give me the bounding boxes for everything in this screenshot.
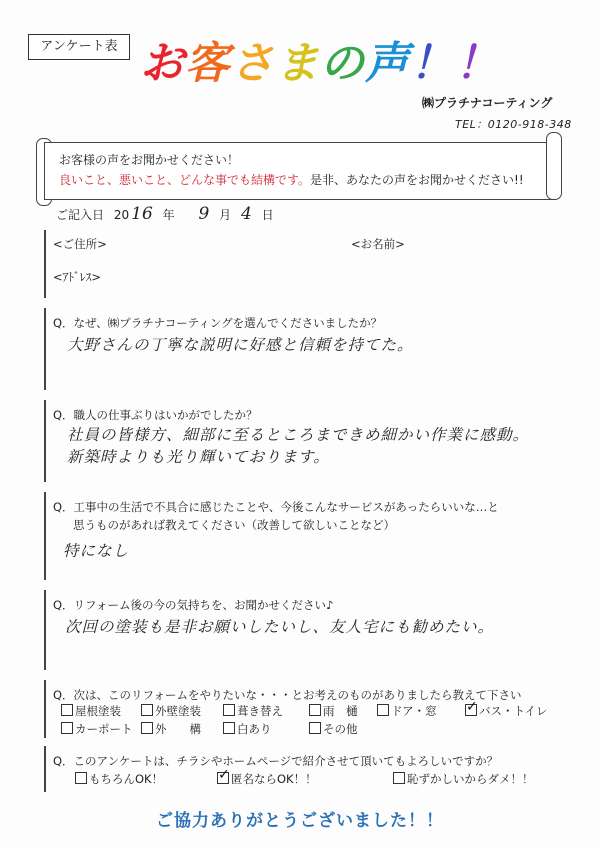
checkbox[interactable] — [75, 772, 87, 784]
question-2-answer-line2: 新築時よりも光り輝いております。 — [67, 448, 330, 466]
title-char: 声 — [365, 38, 410, 89]
q5-option[interactable] — [465, 699, 548, 719]
entry-date — [56, 204, 274, 224]
checkbox[interactable] — [61, 722, 73, 734]
question-6-box — [44, 746, 534, 792]
question-1-box — [44, 308, 414, 390]
q5-option-label: カーポート — [75, 722, 133, 736]
checkbox[interactable] — [223, 704, 235, 716]
checkmark-icon: ✓ — [218, 767, 230, 783]
q6-option-label: 匿名ならOK！！ — [231, 772, 317, 786]
contact-box — [44, 230, 405, 298]
q5-option[interactable] — [223, 703, 283, 719]
q5-option[interactable] — [223, 721, 272, 737]
q6-option[interactable] — [75, 771, 163, 787]
title-char: さ — [230, 38, 275, 89]
intro-black-text: 是非、あなたの声をお聞かせください!! — [310, 173, 524, 187]
date-month-label: 月 — [219, 208, 232, 222]
title-char: ！ — [410, 38, 455, 89]
page-title — [140, 36, 500, 92]
q6-option[interactable] — [217, 767, 317, 787]
checkbox[interactable] — [223, 722, 235, 734]
q5-option[interactable] — [61, 721, 133, 737]
q5-option[interactable] — [309, 721, 358, 737]
title-char: ま — [275, 38, 320, 89]
checkmark-icon: ✓ — [466, 699, 478, 715]
title-char: 客 — [185, 38, 230, 89]
question-2-answer-line1: 社員の皆様方、細部に至るところまできめ細かい作業に感動。 — [67, 426, 530, 444]
question-4-answer: 次回の塗装も是非お願いしたいし、友人宅にも勧めたい。 — [65, 618, 495, 636]
name-label: <お名前> — [351, 237, 405, 251]
q5-option-label: 雨 樋 — [323, 704, 358, 718]
checkbox[interactable] — [465, 699, 478, 716]
checkbox[interactable] — [141, 704, 153, 716]
q6-option-label: もちろんOK！ — [89, 772, 164, 786]
checkbox[interactable] — [61, 704, 73, 716]
q6-option[interactable] — [393, 771, 534, 787]
date-year-label: 年 — [162, 208, 175, 222]
q5-option[interactable] — [309, 703, 358, 719]
checkbox[interactable] — [393, 772, 405, 784]
footer-thanks: ご協力ありがとうございました！！ — [156, 811, 444, 831]
title-char: ！ — [455, 38, 500, 89]
q5-option-label: 白あり — [237, 722, 272, 736]
q5-option-label: 外壁塗装 — [155, 704, 201, 718]
address-label: <ご住所> — [53, 237, 107, 251]
question-1-answer: 大野さんの丁寧な説明に好感と信頼を持てた。 — [67, 336, 414, 354]
survey-tag: アンケート表 — [28, 34, 130, 60]
q5-option[interactable] — [377, 703, 437, 719]
q5-option-label: 外 構 — [155, 722, 201, 736]
q5-option-label: 屋根塗装 — [75, 704, 121, 718]
checkbox[interactable] — [377, 704, 389, 716]
question-4-text: Q．リフォーム後の今の気持ちを、お聞かせください♪ — [53, 598, 334, 612]
q5-option-label: 葺き替え — [237, 704, 283, 718]
date-day: 4 — [240, 204, 252, 224]
title-char: お — [140, 38, 185, 89]
question-2-text: Q．職人の仕事ぶりはいかがでしたか？ — [53, 408, 258, 422]
question-3-text-line1: Q．工事中の生活で不具合に感じたことや、今後こんなサービスがあったらいいな…と — [53, 500, 499, 514]
question-3-text-line2: 思うものがあれば教えてください（改善して欲しいことなど） — [73, 518, 395, 532]
question-6-text: Q．このアンケートは、チラシやホームページで紹介させて頂いてもよろしいですか？ — [53, 754, 499, 768]
date-month: 9 — [198, 204, 210, 224]
q5-option-label: その他 — [323, 722, 358, 736]
q5-option[interactable] — [61, 703, 121, 719]
company-name: ㈱プラチナコーティング — [422, 96, 553, 110]
q5-option-label: バス・トイレ — [479, 704, 548, 718]
intro-scroll — [44, 142, 554, 200]
date-day-label: 日 — [261, 208, 274, 222]
question-5-box — [44, 680, 548, 738]
checkbox[interactable] — [309, 722, 321, 734]
question-3-box — [44, 492, 499, 580]
date-label: ご記入日 — [56, 208, 105, 222]
question-3-answer: 特になし — [63, 542, 130, 560]
title-char: の — [320, 38, 365, 89]
address-reading-label: <ｱﾄﾞﾚｽ> — [53, 270, 102, 284]
q6-option-label: 恥ずかしいからダメ！！ — [407, 772, 534, 786]
intro-red-text: 良いこと、悪いこと、どんな事でも結構です。 — [59, 173, 311, 187]
q5-option-label: ドア・窓 — [391, 704, 437, 718]
date-year-prefix: 20 — [113, 208, 130, 222]
scroll-curl-right — [546, 132, 562, 200]
intro-line2 — [59, 171, 524, 188]
question-5-text: Q．次は、このリフォームをやりたいな・・・とお考えのものがありましたら教えて下さい — [53, 688, 522, 702]
telephone: TEL：0120-918-348 — [455, 118, 572, 131]
question-1-text: Q．なぜ、㈱プラチナコーティングを選んでくださいましたか？ — [53, 316, 383, 330]
question-2-box — [44, 400, 530, 482]
intro-line1: お客様の声をお聞かせください！ — [59, 153, 240, 167]
checkbox[interactable] — [309, 704, 321, 716]
date-year: 16 — [131, 204, 153, 224]
q5-option[interactable] — [141, 703, 201, 719]
checkbox[interactable] — [217, 767, 230, 784]
question-4-box — [44, 590, 495, 670]
q5-option[interactable] — [141, 721, 201, 737]
checkbox[interactable] — [141, 722, 153, 734]
